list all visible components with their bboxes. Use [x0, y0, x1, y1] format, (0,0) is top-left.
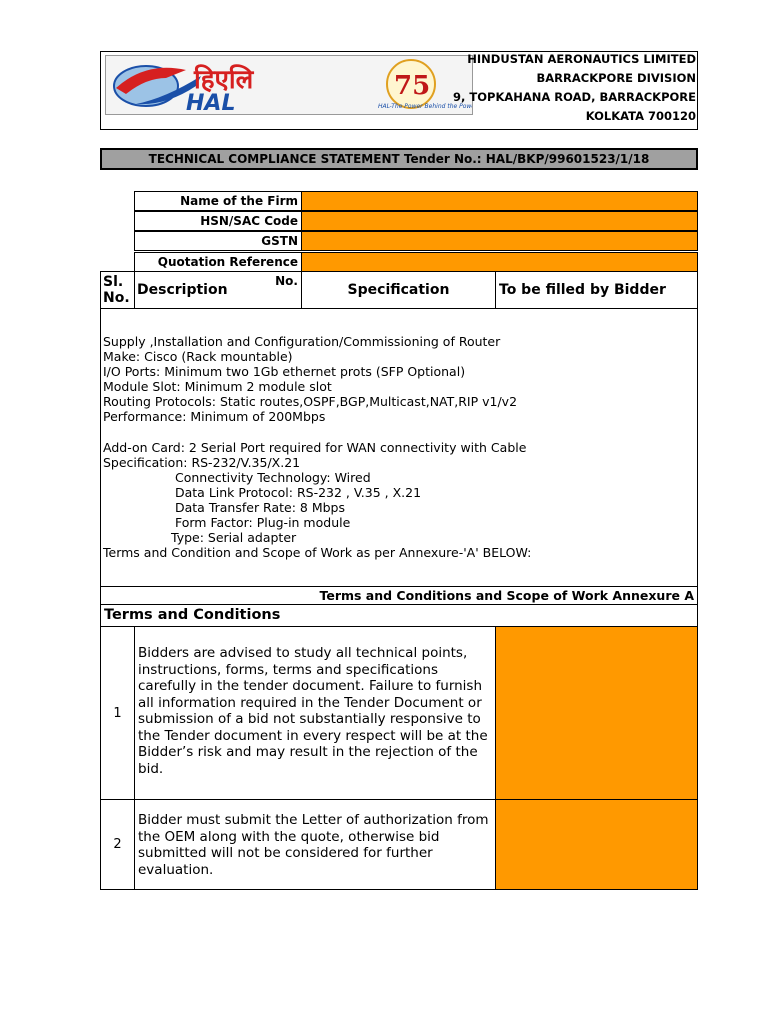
specification-header: Specification	[301, 271, 496, 309]
desc-line: Routing Protocols: Static routes,OSPF,BGP,Multicast,NAT,RIP v1/v2	[103, 394, 518, 409]
bidder-header: To be filled by Bidder	[495, 271, 698, 309]
hsn-code-field[interactable]	[301, 211, 698, 231]
hsn-code-label: HSN/SAC Code	[134, 211, 302, 231]
firm-name-field[interactable]	[301, 191, 698, 211]
desc-line: Specification: RS-232/V.35/X.21	[103, 455, 301, 470]
bidder-response-field[interactable]	[495, 799, 698, 890]
desc-line: Connectivity Technology: Wired	[175, 470, 371, 485]
org-address: 9, TOPKAHANA ROAD, BARRACKPORE	[453, 90, 696, 104]
desc-line: Type: Serial adapter	[171, 530, 297, 545]
svg-text:75: 75	[394, 71, 431, 101]
sl-no-header	[100, 271, 135, 309]
desc-line: Data Link Protocol: RS-232 , V.35 , X.21	[175, 485, 422, 500]
desc-line: Module Slot: Minimum 2 module slot	[103, 379, 332, 394]
gstn-field[interactable]	[301, 231, 698, 251]
term-text: Bidders are advised to study all technical points, instructions, forms, terms and specifications carefully in the tender document. Failure to furnish all information required in the Tender Document or submission of a bid not substantially responsive to the Tender document in every respect will be at the Bidder’s risk and may result in the rejection of the bid.	[134, 626, 496, 800]
desc-line: Data Transfer Rate: 8 Mbps	[175, 500, 345, 515]
svg-text:HAL-The Power Behind the Power: HAL-The Power Behind the Power	[378, 103, 472, 110]
hal-logo-icon	[106, 56, 472, 114]
org-division: BARRACKPORE DIVISION	[536, 71, 696, 85]
svg-text:HAL: HAL	[186, 91, 236, 114]
quotation-ref-field[interactable]	[301, 252, 698, 272]
desc-line: Form Factor: Plug-in module	[175, 515, 351, 530]
bidder-response-field[interactable]	[495, 626, 698, 800]
org-city: KOLKATA 700120	[585, 109, 696, 123]
quotation-ref-label: Quotation Reference No.	[134, 252, 302, 272]
desc-line: Add-on Card: 2 Serial Port required for WAN connectivity with Cable	[103, 440, 527, 455]
desc-line: Supply ,Installation and Configuration/Commissioning of Router	[103, 334, 501, 349]
gstn-label: GSTN	[134, 231, 302, 251]
terms-heading: Terms and Conditions	[100, 604, 698, 627]
desc-line: Make: Cisco (Rack mountable)	[103, 349, 293, 364]
term-number: 1	[100, 626, 135, 800]
term-number: 2	[100, 799, 135, 890]
logo-banner	[105, 55, 473, 115]
firm-name-label: Name of the Firm	[134, 191, 302, 211]
desc-line: I/O Ports: Minimum two 1Gb ethernet prots (SFP Optional)	[103, 364, 466, 379]
description-header: Description	[134, 271, 302, 309]
desc-line: Terms and Condition and Scope of Work as per Annexure-'A' BELOW:	[103, 545, 532, 560]
document-title: TECHNICAL COMPLIANCE STATEMENT Tender No.: HAL/BKP/99601523/1/18	[100, 148, 698, 170]
desc-line: Performance: Minimum of 200Mbps	[103, 409, 326, 424]
term-text: Bidder must submit the Letter of authorization from the OEM along with the quote, otherwise bid submitted will not be considered for further evaluation.	[134, 799, 496, 890]
sl-no-header-line2: No.	[103, 290, 130, 306]
sl-no-header-line1: Sl.	[103, 274, 124, 290]
annexure-title: Terms and Conditions and Scope of Work Annexure A	[100, 586, 698, 605]
org-name: HINDUSTAN AERONAUTICS LIMITED	[467, 52, 696, 66]
svg-text:हिएलि: हिएलि	[194, 65, 254, 95]
